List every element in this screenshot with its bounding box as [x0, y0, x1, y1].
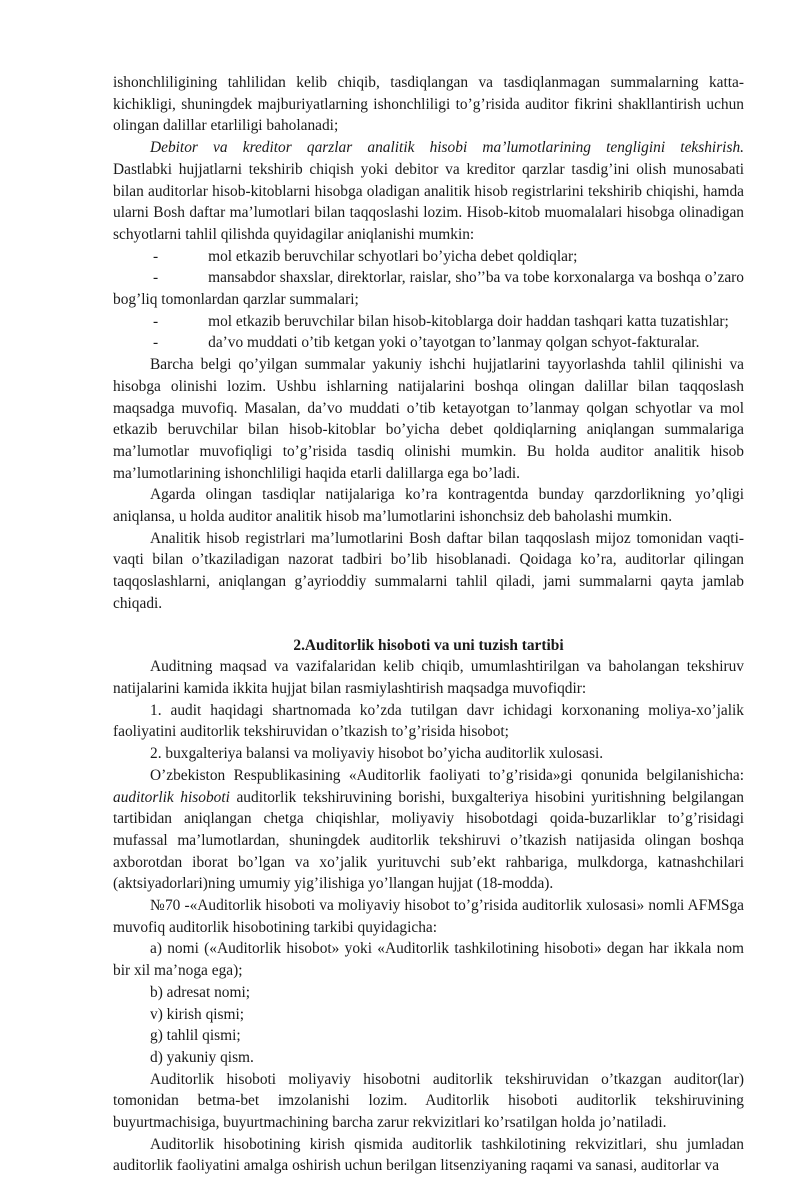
paragraph-continuation [113, 72, 744, 137]
paragraph [113, 895, 744, 938]
paragraph [113, 1134, 744, 1177]
paragraph [113, 354, 744, 484]
paragraph [113, 765, 744, 895]
paragraph [113, 484, 744, 527]
paragraph [113, 159, 744, 246]
list-item [113, 246, 744, 268]
list-item-text: a) nomi («Auditorlik hisobot» yoki «Auditorlik tashkilotining hisoboti» degan har ikkala nom bir xil ma’noga ega); [113, 940, 744, 980]
list-item-text: 1. audit haqidagi shartnomada ko’zda tutilgan davr ichidagi korxonaning moliya-xo’jalik faoliyatini auditorlik tekshiruvidan o’tkazish to’g’risida hisobot; [113, 701, 744, 741]
bullet-dash: - [153, 247, 159, 265]
list-item [113, 332, 744, 354]
list-item-text: mansabdor shaxslar, direktorlar, raislar, sho’’ba va tobe korxonalarga va boshqa o’zaro bog’liq tomonlardan qarzlar summalari; [113, 269, 744, 309]
paragraph-text: Auditorlik hisoboti moliyaviy hisobotni auditorlik tekshiruvidan o’tkazgan auditor(lar) tomonidan betma-bet imzolanishi lozim. Auditorlik hisoboti auditorlik tekshiruvining buyurtmachisiga, buyurtmachining barcha zarur rekvizitlari ko’rsatilgan holda jo’natiladi. [113, 1070, 744, 1132]
lettered-list-item [113, 1025, 744, 1047]
bullet-dash: - [153, 334, 159, 352]
paragraph [113, 528, 744, 615]
list-item-text: da’vo muddati o’tib ketgan yoki o’tayotgan to’lanmay qolgan schyot-fakturalar. [208, 334, 700, 352]
paragraph-text: Agarda olingan tasdiqlar natijalariga ko’ra kontragentda bunday qarzdorlikning yo’qligi aniqlansa, u holda auditor analitik hisob ma’lumotlarini ishonchsiz deb baholashi mumkin. [113, 486, 744, 526]
paragraph-text: auditorlik tekshiruvining borishi, buxgalteriya hisobini yuritishning belgilangan tartibidan aniqlangan chetga chiqishlar, moliyaviy hisobotdagi qoida-buzarliklar to’g’risidagi mufassal ma’lumotlardan, shuningdek auditorlik tekshiruvi o’tkazish natijasida olingan boshqa axborotdan iborat bo’lgan va xo’jalik yurituvchi sub’ekt rahbariga, mulkdorga, katnashchilari (aktsiyadorlari)ning umumiy yig’ilishiga yo’llangan hujjat (18-modda). [113, 788, 744, 893]
list-item-text: b) adresat nomi; [150, 983, 251, 1001]
paragraph [113, 1069, 744, 1134]
lettered-list-item [113, 1004, 744, 1026]
lettered-list-item [113, 982, 744, 1004]
paragraph-text: Barcha belgi qo’yilgan summalar yakuniy ishchi hujjatlarini tayyorlashda tahlil qilinishi va hisobga olinishi lozim. Ushbu ishlarning natijalarini boshqa olingan dalillar bilan taqqoslash maqsadga muvofiq. Masalan, da’vo muddati o’tib ketayotgan to’lanmay qolgan schyotlar va mol etkazib beruvchilar bilan hisob-kitoblar bo’yicha debet qoldiqlarning aniqlangan summalariga ma’lumotlar muvofiqligi to’g’risida tasdiq olinishi mumkin. Bu holda auditor analitik hisob ma’lumotlarining ishonchliligi haqida etarli dalillarga ega bo’ladi. [113, 356, 744, 482]
bullet-dash: - [153, 312, 159, 330]
paragraph-text: №70 -«Auditorlik hisoboti va moliyaviy hisobot to’g’risida auditorlik xulosasi» nomli AFMSga muvofiq auditorlik hisobotining tarkibi quyidagicha: [113, 897, 744, 936]
paragraph-text: O’zbekiston Respublikasining «Auditorlik faoliyati to’g’risida»gi qonunida belgilanishicha: [150, 766, 744, 784]
paragraph-text: Auditning maqsad va vazifalaridan kelib chiqib, umumlashtirilgan va baholangan tekshiruv natijalarini kamida ikkita hujjat bilan rasmiylashtirish maqsadga muvofiqdir: [113, 658, 744, 697]
paragraph-text: ishonchliligining tahlilidan kelib chiqib, tasdiqlangan va tasdiqlanmagan summalarning katta-kichikligi, shuningdek majburiyatlarning ishonchliligi to’g’risida auditor fikrini shakllantirish uchun olingan dalillar etarliligi baholanadi; [113, 74, 744, 135]
list-item-text: mol etkazib beruvchilar schyotlari bo’yicha debet qoldiqlar; [208, 247, 578, 265]
numbered-list-item [113, 700, 744, 743]
list-item-text: 2. buxgalteriya balansi va moliyaviy hisobot bo’yicha auditorlik xulosasi. [150, 745, 604, 763]
paragraph-italic-lead [113, 137, 744, 159]
list-item-text: v) kirish qismi; [150, 1005, 245, 1023]
numbered-list-item [113, 743, 744, 765]
document-text-block [113, 72, 744, 1177]
lettered-list-item [113, 938, 744, 981]
list-item-text: d) yakuniy qism. [150, 1048, 254, 1066]
list-item [113, 311, 744, 333]
bullet-dash: - [153, 269, 159, 287]
list-item [113, 267, 744, 310]
paragraph-text: Analitik hisob registrlari ma’lumotlarini Bosh daftar bilan taqqoslash mijoz tomonidan vaqti-vaqti bilan o’tkaziladigan nazorat tadbiri bo’lib hisoblanadi. Qoidaga ko’ra, auditorlar qilingan taqqoslashlarni, aniqlangan g’ayrioddiy summalarni tahlil qiladi, jami summalarni qayta jamlab chiqadi. [113, 529, 744, 612]
paragraph-text: Dastlabki hujjatlarni tekshirib chiqish yoki debitor va kreditor qarzlar tasdig’ini olish munosabati bilan auditorlar hisob-kitoblarni hisobga oladigan analitik hisob registrlarini tekshirib chiqishi, hamda ularni Bosh daftar ma’lumotlari bilan taqqoslashi lozim. Hisob-kitob muomalalari hisobga olinadigan schyotlarni tahlil qilishda quyidagilar aniqlanishi mumkin: [113, 160, 744, 243]
paragraph-text: Auditorlik hisobotining kirish qismida auditorlik tashkilotining rekvizitlari, shu jumladan auditorlik faoliyatini amalga oshirish uchun berilgan litsenziyaning raqami va sanasi, auditorlar va [113, 1135, 744, 1175]
lettered-list-item [113, 1047, 744, 1069]
list-item-text: g) tahlil qismi; [150, 1027, 241, 1045]
section-heading: 2.Auditorlik hisoboti va uni tuzish tartibi [293, 636, 564, 654]
paragraph-text-italic: Debitor va kreditor qarzlar analitik hisobi ma’lumotlarining tengligini tekshirish. [150, 139, 744, 157]
list-item-text: mol etkazib beruvchilar bilan hisob-kitoblarga doir haddan tashqari katta tuzatishlar; [208, 312, 729, 330]
paragraph-text-italic: auditorlik hisoboti [113, 788, 230, 806]
paragraph [113, 656, 744, 699]
